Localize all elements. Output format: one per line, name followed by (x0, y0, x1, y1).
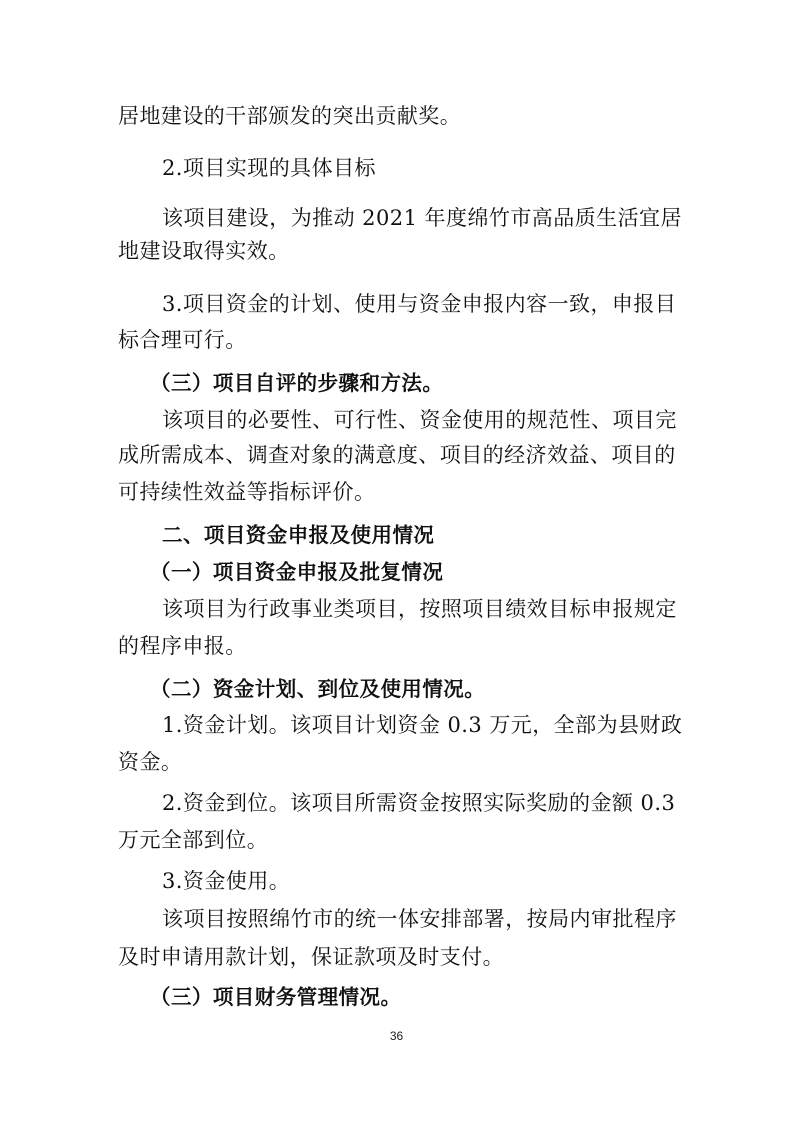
paragraph-line: 该项目为行政事业类项目，按照项目绩效目标申报规定 (162, 597, 677, 621)
paragraph-line: 该项目按照绵竹市的统一体安排部署，按局内审批程序 (162, 907, 677, 931)
paragraph-line: 该项目建设，为推动 2021 年度绵竹市高品质生活宜居 (162, 206, 682, 230)
subsection-heading: （三）项目自评的步骤和方法。 (150, 371, 444, 395)
paragraph-line: 地建设取得实效。 (118, 239, 290, 263)
paragraph-line: 该项目的必要性、可行性、资金使用的规范性、项目完 (162, 408, 677, 432)
paragraph-line: 成所需成本、调查对象的满意度、项目的经济效益、项目的 (118, 443, 676, 467)
numbered-item: 1.资金计划。该项目计划资金 0.3 万元，全部为县财政 (162, 713, 683, 737)
paragraph-line: 可持续性效益等指标评价。 (118, 480, 376, 504)
paragraph-line: 的程序申报。 (118, 634, 247, 658)
subsection-heading: （三）项目财务管理情况。 (150, 985, 402, 1009)
numbered-item: 3.项目资金的计划、使用与资金申报内容一致，申报目 (162, 292, 677, 316)
paragraph-line: 及时申请用款计划，保证款项及时支付。 (118, 945, 505, 969)
section-heading: 二、项目资金申报及使用情况 (162, 523, 435, 547)
subsection-heading: （二）资金计划、到位及使用情况。 (150, 677, 486, 701)
paragraph-line: 万元全部到位。 (118, 828, 269, 852)
numbered-item: 2.项目实现的具体目标 (162, 156, 376, 180)
page-number: 36 (389, 1029, 404, 1043)
paragraph-line: 居地建设的干部颁发的突出贡献奖。 (118, 104, 462, 128)
numbered-item: 2.资金到位。该项目所需资金按照实际奖励的金额 0.3 (162, 791, 676, 815)
paragraph-line: 标合理可行。 (118, 328, 247, 352)
paragraph-line: 资金。 (118, 750, 183, 774)
numbered-item: 3.资金使用。 (162, 869, 291, 893)
subsection-heading: （一）项目资金申报及批复情况 (150, 560, 444, 584)
